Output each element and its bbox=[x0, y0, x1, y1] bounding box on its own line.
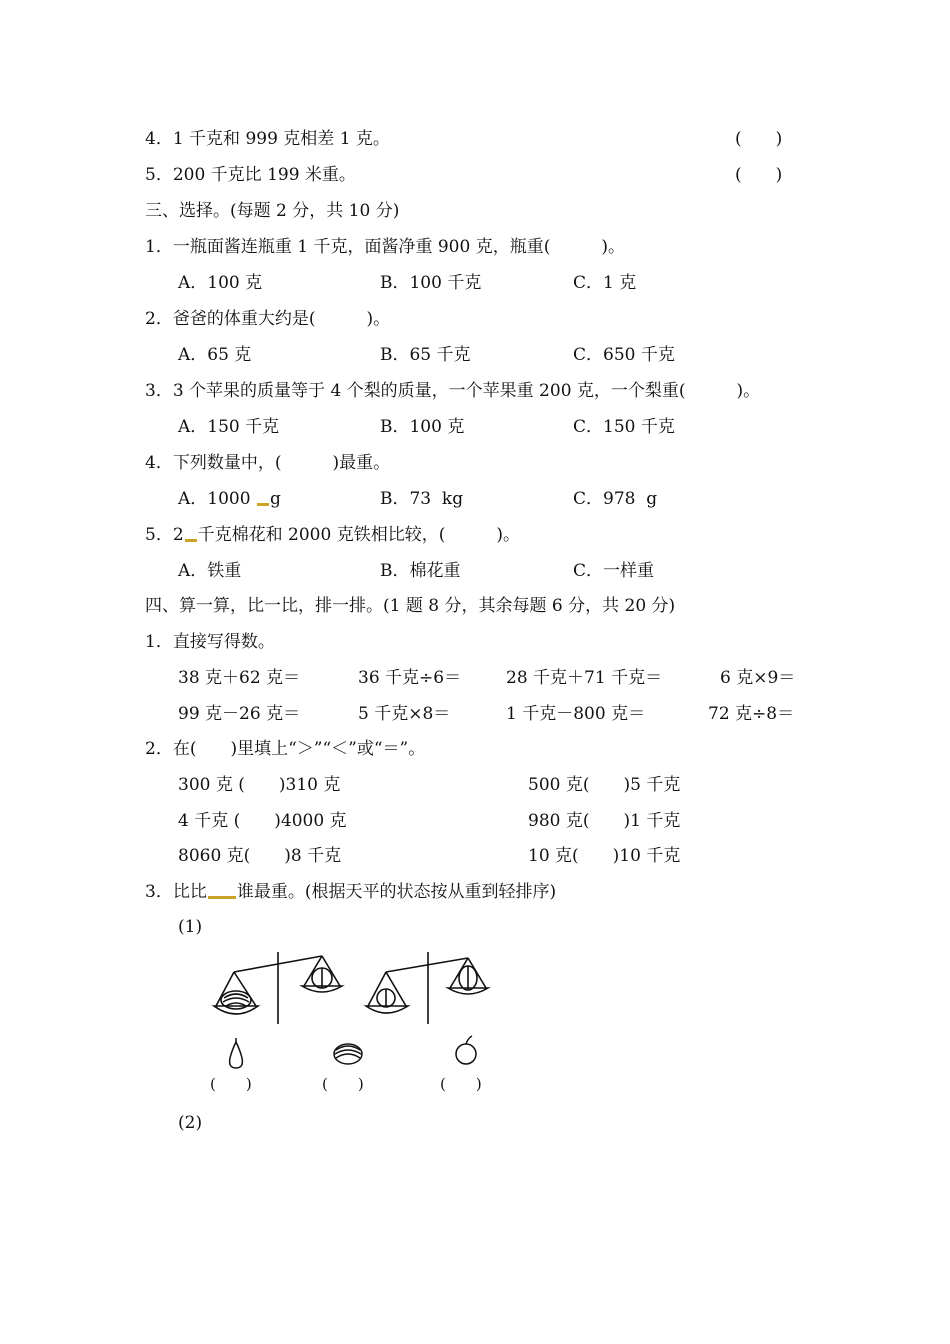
pear-icon bbox=[222, 1036, 262, 1072]
section-choice-header: 三、选择。(每题 2 分，共 10 分) bbox=[145, 201, 400, 221]
answer-blank[interactable]: ( ) bbox=[440, 1075, 482, 1093]
q5-text: 千克棉花和 2000 克铁相比较，( )。 bbox=[197, 525, 520, 545]
sub-question-label: (2) bbox=[178, 1113, 203, 1133]
choice-q2-option-b[interactable]: B．65 千克 bbox=[380, 345, 471, 365]
calc-q1: 1．直接写得数。 bbox=[145, 632, 275, 652]
calc-q3 bbox=[145, 881, 556, 903]
choice-q1: 1．一瓶面酱连瓶重 1 千克，面酱净重 900 克，瓶重( )。 bbox=[145, 237, 625, 257]
calc-item: 1 千克－800 克＝ bbox=[506, 704, 646, 724]
calc-item: 36 千克÷6＝ bbox=[358, 668, 462, 688]
highlight-mark bbox=[208, 896, 236, 899]
option-a-unit: g bbox=[269, 489, 281, 509]
compare-item[interactable]: 4 千克 ( )4000 克 bbox=[178, 811, 347, 831]
option-a-value: A．1000 bbox=[178, 489, 251, 509]
choice-q3-option-b[interactable]: B．100 克 bbox=[380, 417, 465, 437]
choice-q3-option-a[interactable]: A．150 千克 bbox=[178, 417, 280, 437]
answer-blank[interactable]: ( ) bbox=[322, 1075, 364, 1093]
choice-q4: 4．下列数量中，( )最重。 bbox=[145, 453, 391, 473]
choice-q5-option-c[interactable]: C．一样重 bbox=[573, 561, 655, 581]
choice-q4-option-a[interactable] bbox=[178, 488, 281, 510]
choice-q4-option-c[interactable]: C．978 g bbox=[573, 489, 658, 509]
calc-item: 99 克－26 克＝ bbox=[178, 704, 301, 724]
calc-item: 28 千克＋71 千克＝ bbox=[506, 668, 663, 688]
choice-q1-option-a[interactable]: A．100 克 bbox=[178, 273, 263, 293]
highlight-mark bbox=[257, 503, 269, 506]
apple-icon bbox=[452, 1034, 484, 1068]
choice-q1-option-c[interactable]: C．1 克 bbox=[573, 273, 637, 293]
judge-q5: 5．200 千克比 199 米重。 bbox=[145, 165, 356, 185]
calc-q2: 2．在( )里填上“＞”“＜”或“＝”。 bbox=[145, 739, 426, 759]
choice-q2-option-a[interactable]: A．65 克 bbox=[178, 345, 252, 365]
judge-q4: 4．1 千克和 999 克相差 1 克。 bbox=[145, 129, 390, 149]
compare-item[interactable]: 500 克( )5 千克 bbox=[528, 775, 681, 795]
section-calc-header: 四、算一算，比一比，排一排。(1 题 8 分，其余每题 6 分，共 20 分) bbox=[145, 596, 676, 616]
choice-q3-option-c[interactable]: C．150 千克 bbox=[573, 417, 675, 437]
compare-item[interactable]: 300 克 ( )310 克 bbox=[178, 775, 341, 795]
compare-item[interactable]: 8060 克( )8 千克 bbox=[178, 846, 342, 866]
calc-item: 5 千克×8＝ bbox=[358, 704, 451, 724]
choice-q2: 2．爸爸的体重大约是( )。 bbox=[145, 309, 391, 329]
choice-q3: 3．3 个苹果的质量等于 4 个梨的质量，一个苹果重 200 克，一个梨重( )。 bbox=[145, 381, 761, 401]
choice-q5-option-a[interactable]: A．铁重 bbox=[178, 561, 242, 581]
sub-question-label: (1) bbox=[178, 917, 203, 937]
q3-text: 谁最重。(根据天平的状态按从重到轻排序) bbox=[236, 882, 557, 902]
choice-q5-option-b[interactable]: B．棉花重 bbox=[380, 561, 461, 581]
calc-item: 6 克×9＝ bbox=[720, 668, 796, 688]
compare-item[interactable]: 980 克( )1 千克 bbox=[528, 811, 681, 831]
answer-blank[interactable]: ( ) bbox=[210, 1075, 252, 1093]
watermelon-icon bbox=[330, 1038, 370, 1070]
answer-blank[interactable]: ( ) bbox=[735, 129, 783, 149]
choice-q2-option-c[interactable]: C．650 千克 bbox=[573, 345, 675, 365]
compare-item[interactable]: 10 克( )10 千克 bbox=[528, 846, 681, 866]
choice-q4-option-b[interactable]: B．73 kg bbox=[380, 489, 464, 509]
q5-prefix: 5．2 bbox=[145, 525, 184, 545]
calc-item: 72 克÷8＝ bbox=[708, 704, 795, 724]
highlight-mark bbox=[185, 539, 197, 542]
choice-q1-option-b[interactable]: B．100 千克 bbox=[380, 273, 482, 293]
q3-prefix: 3．比比 bbox=[145, 882, 207, 902]
balance-scales-figure bbox=[210, 948, 500, 1028]
choice-q5 bbox=[145, 524, 520, 546]
answer-blank[interactable]: ( ) bbox=[735, 165, 783, 185]
calc-item: 38 克＋62 克＝ bbox=[178, 668, 301, 688]
